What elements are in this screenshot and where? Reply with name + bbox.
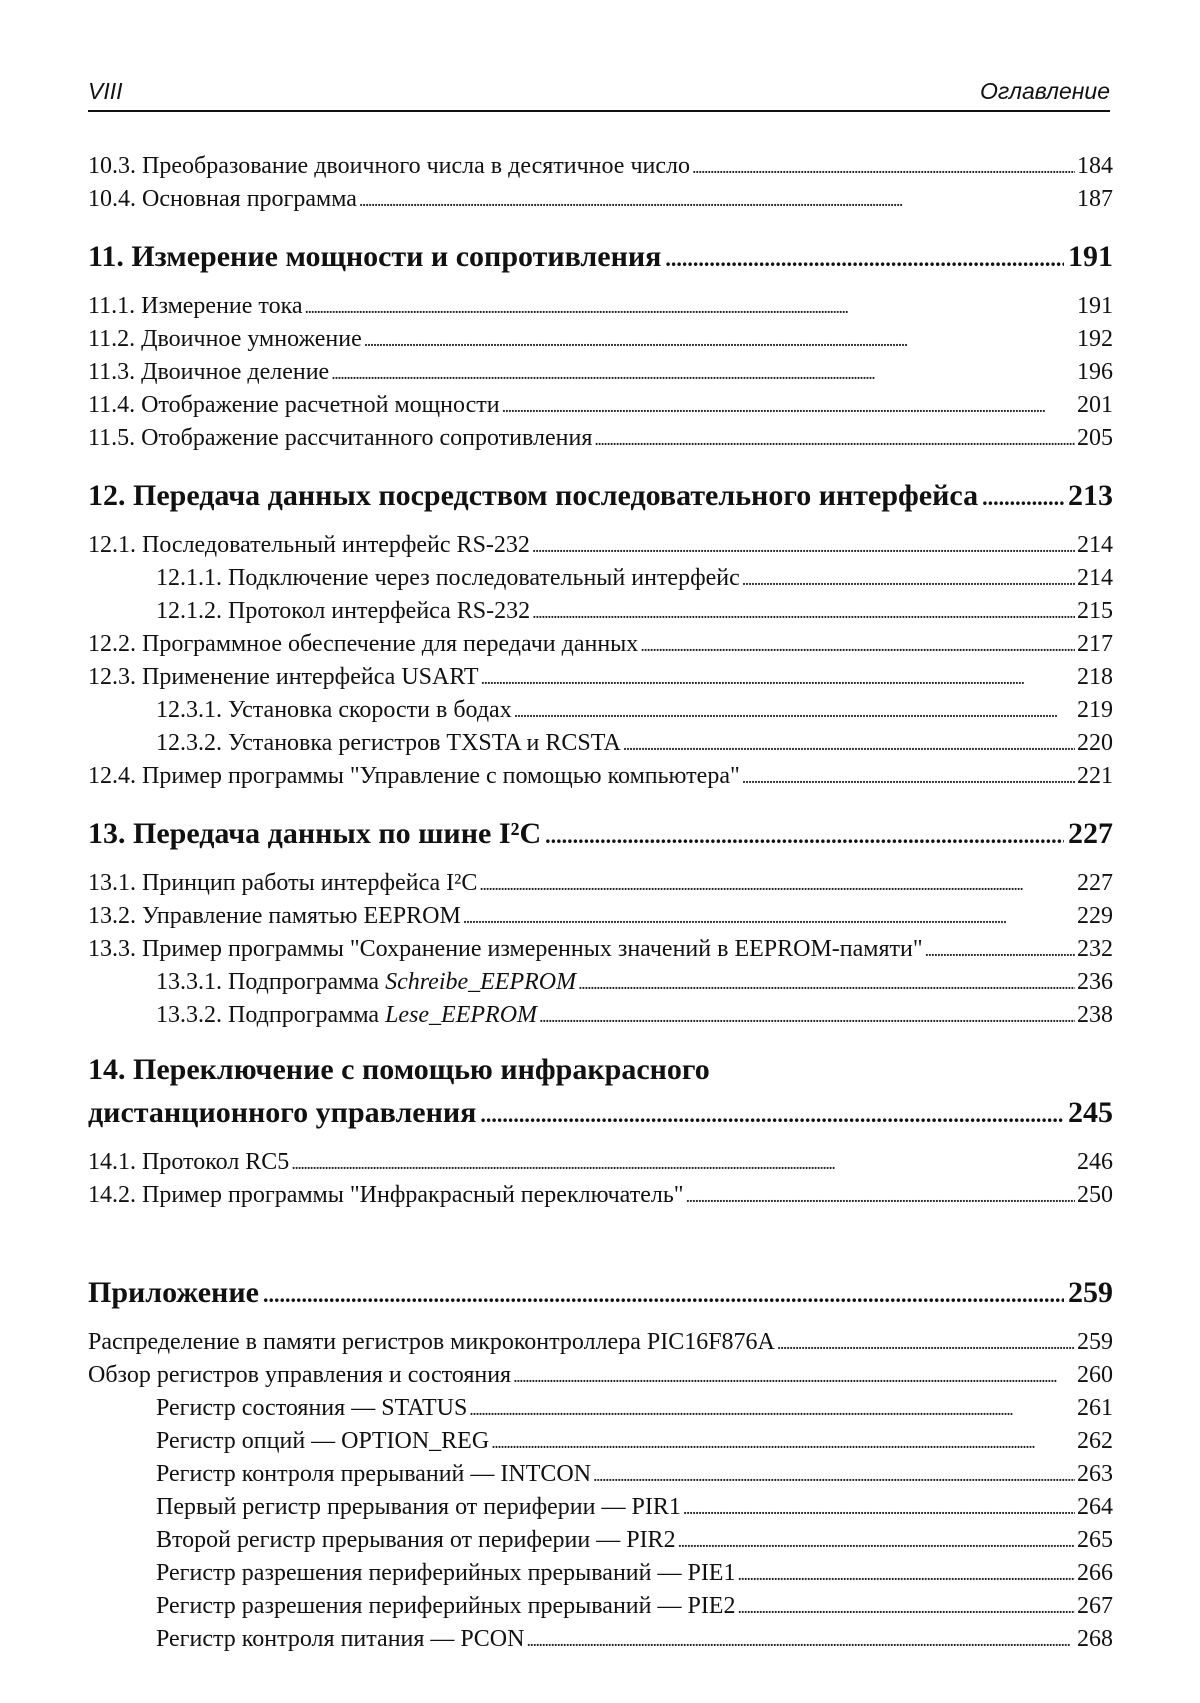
toc-entry-title: 12.1. Последовательный интерфейс RS-232 [88, 532, 530, 558]
toc-entry-14-1[interactable] [88, 1146, 1113, 1179]
running-title: Оглавление [980, 78, 1110, 104]
chapter-page: 245 [1068, 1096, 1113, 1129]
toc-entry-page: 218 [1077, 664, 1113, 690]
dot-leader [526, 1623, 1075, 1657]
chapter-title: 11. Измерение мощности и сопротивления [88, 240, 662, 273]
toc-entry-title: 11.1. Измерение тока [88, 293, 303, 319]
toc-entry-page: 217 [1077, 631, 1113, 657]
toc-appendix[interactable] [88, 1270, 1113, 1316]
toc-entry-page: 227 [1077, 870, 1113, 896]
dot-leader [777, 1326, 1075, 1360]
toc-entry-10-4[interactable] [88, 183, 1113, 216]
toc-entry-title: 14.2. Пример программы "Инфракрасный переключатель" [88, 1182, 684, 1208]
toc-entry-title: 12.3. Применение интерфейса USART [88, 664, 479, 690]
toc-entry-title: 13.1. Принцип работы интерфейса I²C [88, 870, 478, 896]
toc-entry-title: 12.1.1. Подключение через последовательный интерфейс [156, 565, 740, 591]
toc-entry-title: 12.3.2. Установка регистров TXSTA и RCSTA [156, 730, 621, 756]
dot-leader [305, 290, 1075, 324]
toc-chapter-14[interactable] [88, 1090, 1113, 1136]
dot-leader [623, 727, 1075, 761]
toc-entry-page: 264 [1077, 1494, 1113, 1520]
toc-entry-page: 192 [1077, 326, 1113, 352]
page-header [88, 78, 1110, 112]
toc-entry-12-4[interactable] [88, 760, 1113, 793]
chapter-page: 227 [1068, 817, 1113, 850]
dot-leader [742, 562, 1075, 596]
toc-entry-title [156, 966, 576, 999]
dot-leader [364, 323, 1075, 357]
dot-leader [291, 1146, 1075, 1180]
toc-entry-title: 12.3.1. Установка скорости в бодах [156, 697, 512, 723]
toc-entry-page: 266 [1077, 1560, 1113, 1586]
toc-entry-title: 12.2. Программное обеспечение для передачи данных [88, 631, 639, 657]
toc-entry-page: 191 [1077, 293, 1113, 319]
toc-entry-11-5[interactable] [88, 422, 1113, 455]
dot-leader [359, 183, 1075, 217]
chapter-title-line2: дистанционного управления [88, 1096, 477, 1129]
dot-leader [545, 811, 1064, 859]
toc-entry-12-1[interactable] [88, 529, 1113, 562]
dot-leader [481, 661, 1075, 695]
toc-entry-13-3[interactable] [88, 933, 1113, 966]
toc-entry-title: 11.3. Двоичное деление [88, 359, 330, 385]
dot-leader [593, 1458, 1075, 1492]
dot-leader [925, 933, 1075, 967]
dot-leader [463, 900, 1075, 934]
toc-entry-appendix-2[interactable] [88, 1359, 1113, 1392]
toc-entry-page: 261 [1077, 1395, 1113, 1421]
toc-entry-title: 12.4. Пример программы "Управление с помощью компьютера" [88, 763, 740, 789]
toc-entry-13-3-2[interactable] [88, 999, 1113, 1032]
dot-leader [513, 1359, 1075, 1393]
toc-entry-pie2[interactable] [88, 1590, 1113, 1623]
toc-entry-13-1[interactable] [88, 867, 1113, 900]
dot-leader [502, 389, 1075, 423]
dot-leader [742, 760, 1075, 794]
chapter-title: 12. Передача данных посредством последовательного интерфейса [88, 479, 979, 512]
dot-leader [665, 234, 1064, 282]
toc-entry-title: Регистр состояния — STATUS [156, 1395, 468, 1421]
toc-entry-page: 184 [1077, 153, 1113, 179]
toc-entry-page: 259 [1077, 1329, 1113, 1355]
dot-leader [640, 628, 1075, 662]
dot-leader [692, 150, 1075, 184]
toc-entry-11-2[interactable] [88, 323, 1113, 356]
toc-entry-page: 262 [1077, 1428, 1113, 1454]
dot-leader [263, 1270, 1064, 1318]
toc-entry-page: 187 [1077, 186, 1113, 212]
dot-leader [982, 473, 1064, 521]
toc-entry-12-3-1[interactable] [88, 694, 1113, 727]
dot-leader [479, 867, 1075, 901]
toc-entry-appendix-1[interactable] [88, 1326, 1113, 1359]
toc-entry-11-1[interactable] [88, 290, 1113, 323]
toc-entry-title: 10.3. Преобразование двоичного числа в десятичное число [88, 153, 690, 179]
appendix-title: Приложение [88, 1276, 259, 1309]
dot-leader [480, 1090, 1064, 1138]
dot-leader [686, 1179, 1075, 1213]
toc-entry-pie1[interactable] [88, 1557, 1113, 1590]
toc-entry-page: 267 [1077, 1593, 1113, 1619]
dot-leader [331, 356, 1075, 390]
toc-entry-title: Регистр разрешения периферийных прерываний — PIE2 [156, 1593, 736, 1619]
toc-entry-title: Распределение в памяти регистров микроконтроллера PIC16F876A [88, 1329, 775, 1355]
toc-entry-12-1-1[interactable] [88, 562, 1113, 595]
dot-leader [678, 1524, 1075, 1558]
toc-entry-title: 13.3. Пример программы "Сохранение измеренных значений в EEPROM-памяти" [88, 936, 923, 962]
toc-entry-option-reg[interactable] [88, 1425, 1113, 1458]
toc-entry-title: Регистр опций — OPTION_REG [156, 1428, 490, 1454]
toc-entry-page: 196 [1077, 359, 1113, 385]
toc-entry-pcon[interactable] [88, 1623, 1113, 1656]
toc-entry-title: 12.1.2. Протокол интерфейса RS-232 [156, 598, 531, 624]
toc-entry-13-3-1[interactable] [88, 966, 1113, 999]
toc-entry-page: 238 [1077, 1002, 1113, 1028]
toc-entry-page: 221 [1077, 763, 1113, 789]
toc-entry-page: 232 [1077, 936, 1113, 962]
toc-entry-title: 13.2. Управление памятью EEPROM [88, 903, 461, 929]
dot-leader [683, 1491, 1075, 1525]
toc-entry-title: Регистр контроля питания — PCON [156, 1626, 525, 1652]
toc-chapter-13[interactable] [88, 811, 1113, 857]
toc-entry-page: 268 [1077, 1626, 1113, 1652]
toc-entry-14-2[interactable] [88, 1179, 1113, 1212]
toc-entry-intcon[interactable] [88, 1458, 1113, 1491]
toc-chapter-12[interactable] [88, 473, 1113, 519]
dot-leader [532, 595, 1075, 629]
toc-entry-pir2[interactable] [88, 1524, 1113, 1557]
toc-chapter-11[interactable] [88, 234, 1113, 280]
toc-entry-12-3[interactable] [88, 661, 1113, 694]
dot-leader [578, 966, 1075, 1000]
toc-entry-page: 214 [1077, 532, 1113, 558]
toc-entry-page: 246 [1077, 1149, 1113, 1175]
appendix-page: 259 [1068, 1276, 1113, 1309]
toc-entry-title: Обзор регистров управления и состояния [88, 1362, 512, 1388]
subroutine-name: Lese_EEPROM [385, 1002, 538, 1028]
toc-entry-10-3[interactable] [88, 150, 1113, 183]
toc-entry-page: 214 [1077, 565, 1113, 591]
toc-entry-page: 265 [1077, 1527, 1113, 1553]
toc-entry-12-2[interactable] [88, 628, 1113, 661]
dot-leader [737, 1557, 1075, 1591]
toc-entry-12-3-2[interactable] [88, 727, 1113, 760]
toc-entry-title: 14.1. Протокол RC5 [88, 1149, 290, 1175]
toc-entry-page: 236 [1077, 969, 1113, 995]
dot-leader [491, 1425, 1075, 1459]
toc-entry-title: Регистр контроля прерываний — INTCON [156, 1461, 592, 1487]
toc-entry-page: 201 [1077, 392, 1113, 418]
chapter-title-line1: 14. Переключение с помощью инфракрасного [88, 1053, 710, 1086]
toc-entry-title: Первый регистр прерывания от периферии — PIR1 [156, 1494, 681, 1520]
toc-entry-pir1[interactable] [88, 1491, 1113, 1524]
dot-leader [737, 1590, 1075, 1624]
chapter-page: 213 [1068, 479, 1113, 512]
toc-entry-title: Регистр разрешения периферийных прерываний — PIE1 [156, 1560, 736, 1586]
toc-entry-title: 10.4. Основная программа [88, 186, 357, 212]
chapter-title: 13. Передача данных по шине I²C [88, 817, 542, 850]
toc-entry-page: 250 [1077, 1182, 1113, 1208]
toc-entry-11-4[interactable] [88, 389, 1113, 422]
chapter-page: 191 [1068, 240, 1113, 273]
toc-entry-13-2[interactable] [88, 900, 1113, 933]
toc-entry-prefix: 13.3.2. Подпрограмма [156, 1002, 386, 1028]
page-number: VIII [88, 78, 123, 104]
dot-leader [514, 694, 1075, 728]
dot-leader [539, 999, 1075, 1033]
toc-entry-page: 260 [1077, 1362, 1113, 1388]
toc-entry-page: 229 [1077, 903, 1113, 929]
toc-entry-title: 11.5. Отображение рассчитанного сопротивления [88, 425, 593, 451]
toc-entry-page: 205 [1077, 425, 1113, 451]
toc-entry-page: 220 [1077, 730, 1113, 756]
dot-leader [594, 422, 1075, 456]
dot-leader [469, 1392, 1075, 1426]
dot-leader [532, 529, 1075, 563]
toc-entry-page: 215 [1077, 598, 1113, 624]
toc-entry-prefix: 13.3.1. Подпрограмма [156, 969, 386, 995]
toc-entry-title: 11.2. Двоичное умножение [88, 326, 362, 352]
toc-entry-status-register[interactable] [88, 1392, 1113, 1425]
toc-entry-title [156, 999, 537, 1032]
toc-entry-page: 219 [1077, 697, 1113, 723]
toc-entry-12-1-2[interactable] [88, 595, 1113, 628]
toc-entry-title: 11.4. Отображение расчетной мощности [88, 392, 500, 418]
table-of-contents [88, 150, 1113, 1656]
subroutine-name: Schreibe_EEPROM [385, 969, 577, 995]
toc-entry-page: 263 [1077, 1461, 1113, 1487]
toc-entry-11-3[interactable] [88, 356, 1113, 389]
toc-entry-title: Второй регистр прерывания от периферии — PIR2 [156, 1527, 676, 1553]
